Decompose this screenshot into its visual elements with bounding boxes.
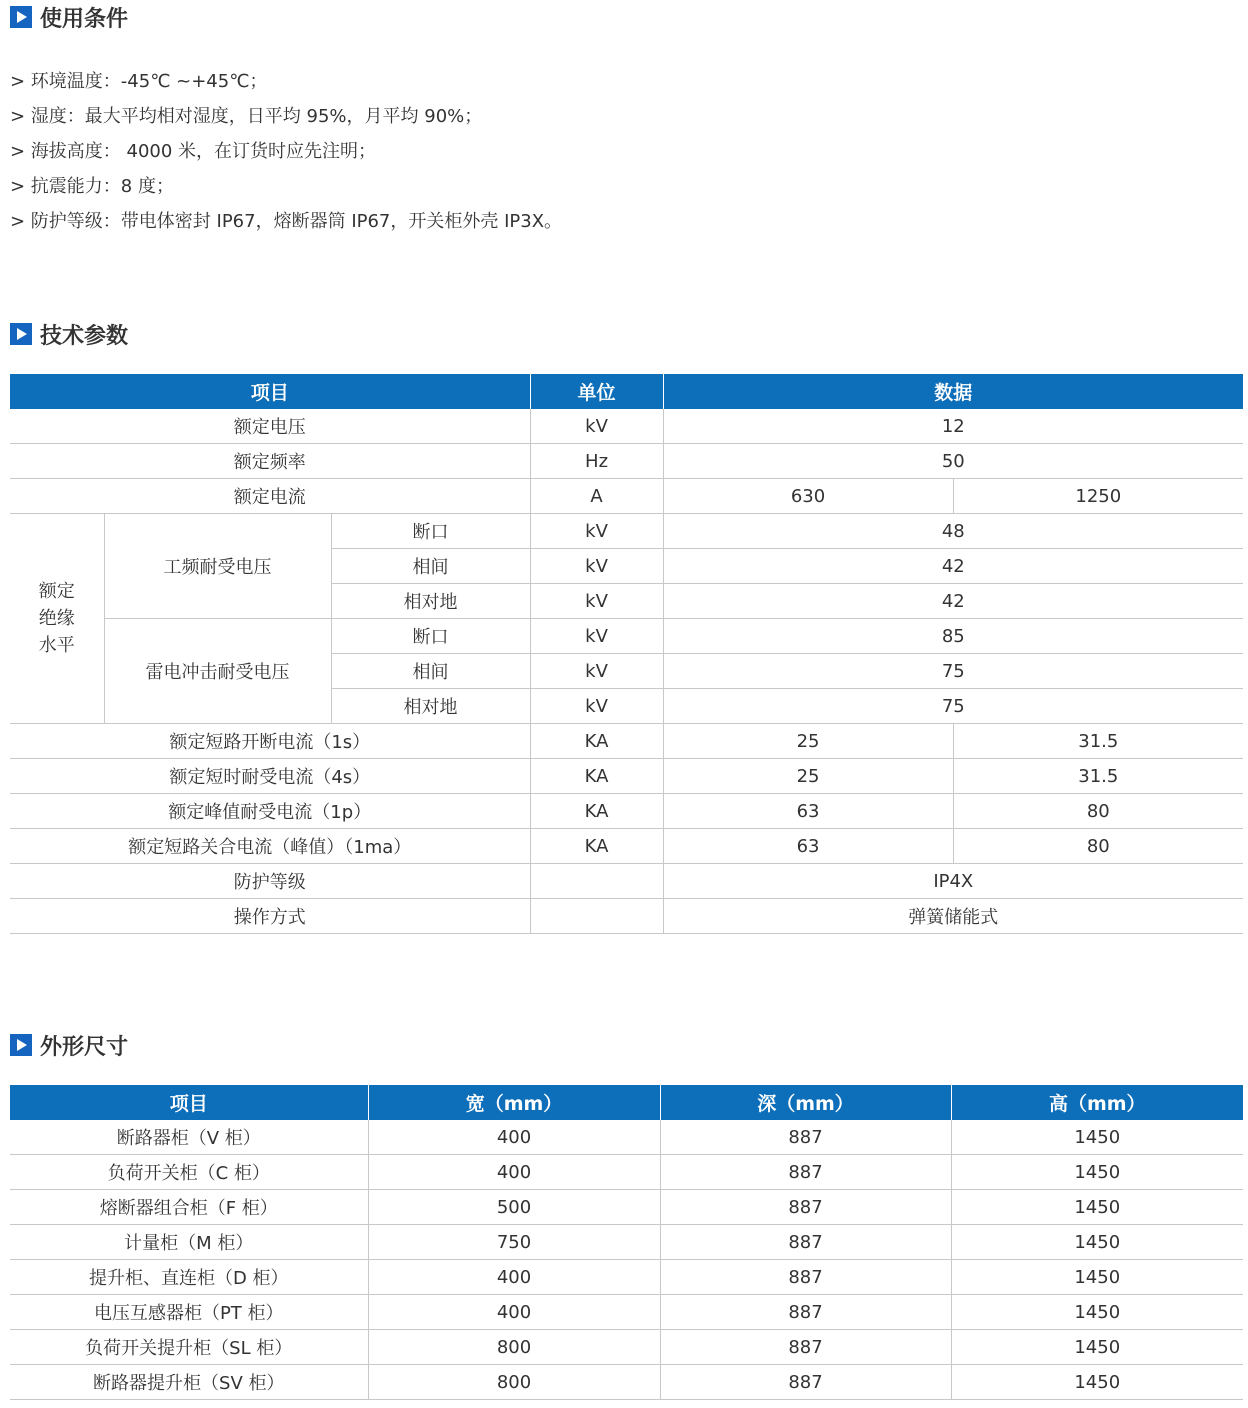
param-value-1: 63 [663, 794, 953, 829]
table-row [10, 479, 1243, 514]
cabinet-height: 1450 [951, 1365, 1243, 1400]
param-label: 额定电流 [10, 479, 530, 514]
param-unit: KA [530, 829, 663, 864]
table-row [10, 1260, 1243, 1295]
param-unit: Hz [530, 444, 663, 479]
param-unit [530, 864, 663, 899]
cabinet-height: 1450 [951, 1260, 1243, 1295]
cabinet-name: 负荷开关提升柜（SL 柜） [10, 1330, 368, 1365]
param-label: 额定电压 [10, 409, 530, 444]
param-value: 42 [663, 549, 1243, 584]
param-value-1: 630 [663, 479, 953, 514]
param-label: 额定峰值耐受电流（1p） [10, 794, 530, 829]
section-title-conditions [10, 2, 128, 32]
cabinet-height: 1450 [951, 1330, 1243, 1365]
param-value: IP4X [663, 864, 1243, 899]
insulation-label-text: 额定绝缘水平 [38, 581, 75, 656]
lightning-label: 雷电冲击耐受电压 [104, 619, 331, 724]
table-row [10, 829, 1243, 864]
cabinet-depth: 887 [660, 1365, 951, 1400]
param-value: 48 [663, 514, 1243, 549]
section-title-params [10, 319, 128, 349]
cabinet-height: 1450 [951, 1155, 1243, 1190]
cabinet-width: 400 [368, 1120, 660, 1155]
cabinet-width: 500 [368, 1190, 660, 1225]
table-row [10, 1190, 1243, 1225]
cabinet-name: 断路器提升柜（SV 柜） [10, 1365, 368, 1400]
header-width: 宽（mm） [368, 1085, 660, 1120]
param-value: 弹簧储能式 [663, 899, 1243, 934]
section-title-dims [10, 1030, 128, 1060]
insulation-level-label [10, 514, 104, 724]
header-item: 项目 [10, 1085, 368, 1120]
dims-header-row [10, 1085, 1243, 1120]
param-value: 50 [663, 444, 1243, 479]
table-row [10, 864, 1243, 899]
param-label: 额定短路关合电流（峰值）（1ma） [10, 829, 530, 864]
param-unit: kV [530, 514, 663, 549]
sub-label: 相间 [331, 654, 530, 689]
param-value-1: 25 [663, 759, 953, 794]
sub-label: 断口 [331, 619, 530, 654]
cabinet-depth: 887 [660, 1190, 951, 1225]
table-row [10, 1365, 1243, 1400]
table-row [10, 1330, 1243, 1365]
table-row [10, 514, 1243, 549]
param-label: 额定短时耐受电流（4s） [10, 759, 530, 794]
param-label: 额定频率 [10, 444, 530, 479]
param-unit: KA [530, 759, 663, 794]
param-value: 85 [663, 619, 1243, 654]
cabinet-width: 800 [368, 1330, 660, 1365]
sub-label: 断口 [331, 514, 530, 549]
param-unit: KA [530, 724, 663, 759]
cabinet-width: 400 [368, 1260, 660, 1295]
header-unit: 单位 [530, 374, 663, 409]
cabinet-height: 1450 [951, 1225, 1243, 1260]
section-title-text: 外形尺寸 [40, 1034, 129, 1060]
param-unit: kV [530, 584, 663, 619]
param-value-2: 31.5 [953, 724, 1243, 759]
table-row [10, 759, 1243, 794]
table-row [10, 724, 1243, 759]
param-unit: kV [530, 654, 663, 689]
cabinet-height: 1450 [951, 1120, 1243, 1155]
table-row [10, 794, 1243, 829]
sub-label: 相对地 [331, 689, 530, 724]
section-title-text: 技术参数 [40, 323, 129, 349]
param-value: 75 [663, 654, 1243, 689]
header-depth: 深（mm） [660, 1085, 951, 1120]
cabinet-depth: 887 [660, 1225, 951, 1260]
sub-label: 相对地 [331, 584, 530, 619]
table-row [10, 1120, 1243, 1155]
table-row [10, 1225, 1243, 1260]
cabinet-name: 断路器柜（V 柜） [10, 1120, 368, 1155]
table-row [10, 899, 1243, 934]
param-value-1: 25 [663, 724, 953, 759]
param-value-2: 80 [953, 794, 1243, 829]
param-unit: kV [530, 689, 663, 724]
header-item: 项目 [10, 374, 530, 409]
param-label: 额定短路开断电流（1s） [10, 724, 530, 759]
dims-table [10, 1085, 1243, 1400]
power-freq-label: 工频耐受电压 [104, 514, 331, 619]
play-arrow-icon [10, 323, 32, 345]
condition-item: > 抗震能力：8 度； [10, 176, 174, 197]
params-header-row [10, 374, 1243, 409]
param-value: 75 [663, 689, 1243, 724]
header-height: 高（mm） [951, 1085, 1243, 1120]
param-unit: KA [530, 794, 663, 829]
param-value-2: 31.5 [953, 759, 1243, 794]
cabinet-depth: 887 [660, 1330, 951, 1365]
cabinet-height: 1450 [951, 1190, 1243, 1225]
cabinet-name: 电压互感器柜（PT 柜） [10, 1295, 368, 1330]
cabinet-depth: 887 [660, 1295, 951, 1330]
param-value: 42 [663, 584, 1243, 619]
header-data: 数据 [663, 374, 1243, 409]
table-row [10, 1155, 1243, 1190]
cabinet-name: 负荷开关柜（C 柜） [10, 1155, 368, 1190]
param-unit: A [530, 479, 663, 514]
cabinet-name: 熔断器组合柜（F 柜） [10, 1190, 368, 1225]
conditions-list [10, 64, 562, 239]
param-value-1: 63 [663, 829, 953, 864]
cabinet-depth: 887 [660, 1120, 951, 1155]
table-row [10, 444, 1243, 479]
condition-item: > 海拔高度： 4000 米，在订货时应先注明； [10, 141, 377, 162]
param-value-2: 1250 [953, 479, 1243, 514]
play-arrow-icon [10, 1034, 32, 1056]
cabinet-width: 400 [368, 1155, 660, 1190]
param-unit: kV [530, 409, 663, 444]
condition-item: > 湿度：最大平均相对湿度，日平均 95%，月平均 90%； [10, 106, 483, 127]
params-table [10, 374, 1243, 934]
cabinet-name: 计量柜（M 柜） [10, 1225, 368, 1260]
cabinet-depth: 887 [660, 1260, 951, 1295]
condition-item: > 防护等级：带电体密封 IP67，熔断器筒 IP67，开关柜外壳 IP3X。 [10, 211, 563, 232]
param-label: 防护等级 [10, 864, 530, 899]
param-value: 12 [663, 409, 1243, 444]
cabinet-depth: 887 [660, 1155, 951, 1190]
table-row [10, 409, 1243, 444]
cabinet-height: 1450 [951, 1295, 1243, 1330]
condition-item: > 环境温度：-45℃ ~+45℃； [10, 71, 268, 92]
param-label: 操作方式 [10, 899, 530, 934]
table-row [10, 1295, 1243, 1330]
section-title-text: 使用条件 [40, 6, 129, 32]
sub-label: 相间 [331, 549, 530, 584]
cabinet-width: 800 [368, 1365, 660, 1400]
table-row [10, 619, 1243, 654]
param-unit [530, 899, 663, 934]
cabinet-width: 400 [368, 1295, 660, 1330]
param-value-2: 80 [953, 829, 1243, 864]
cabinet-width: 750 [368, 1225, 660, 1260]
play-arrow-icon [10, 6, 32, 28]
param-unit: kV [530, 619, 663, 654]
cabinet-name: 提升柜、直连柜（D 柜） [10, 1260, 368, 1295]
param-unit: kV [530, 549, 663, 584]
